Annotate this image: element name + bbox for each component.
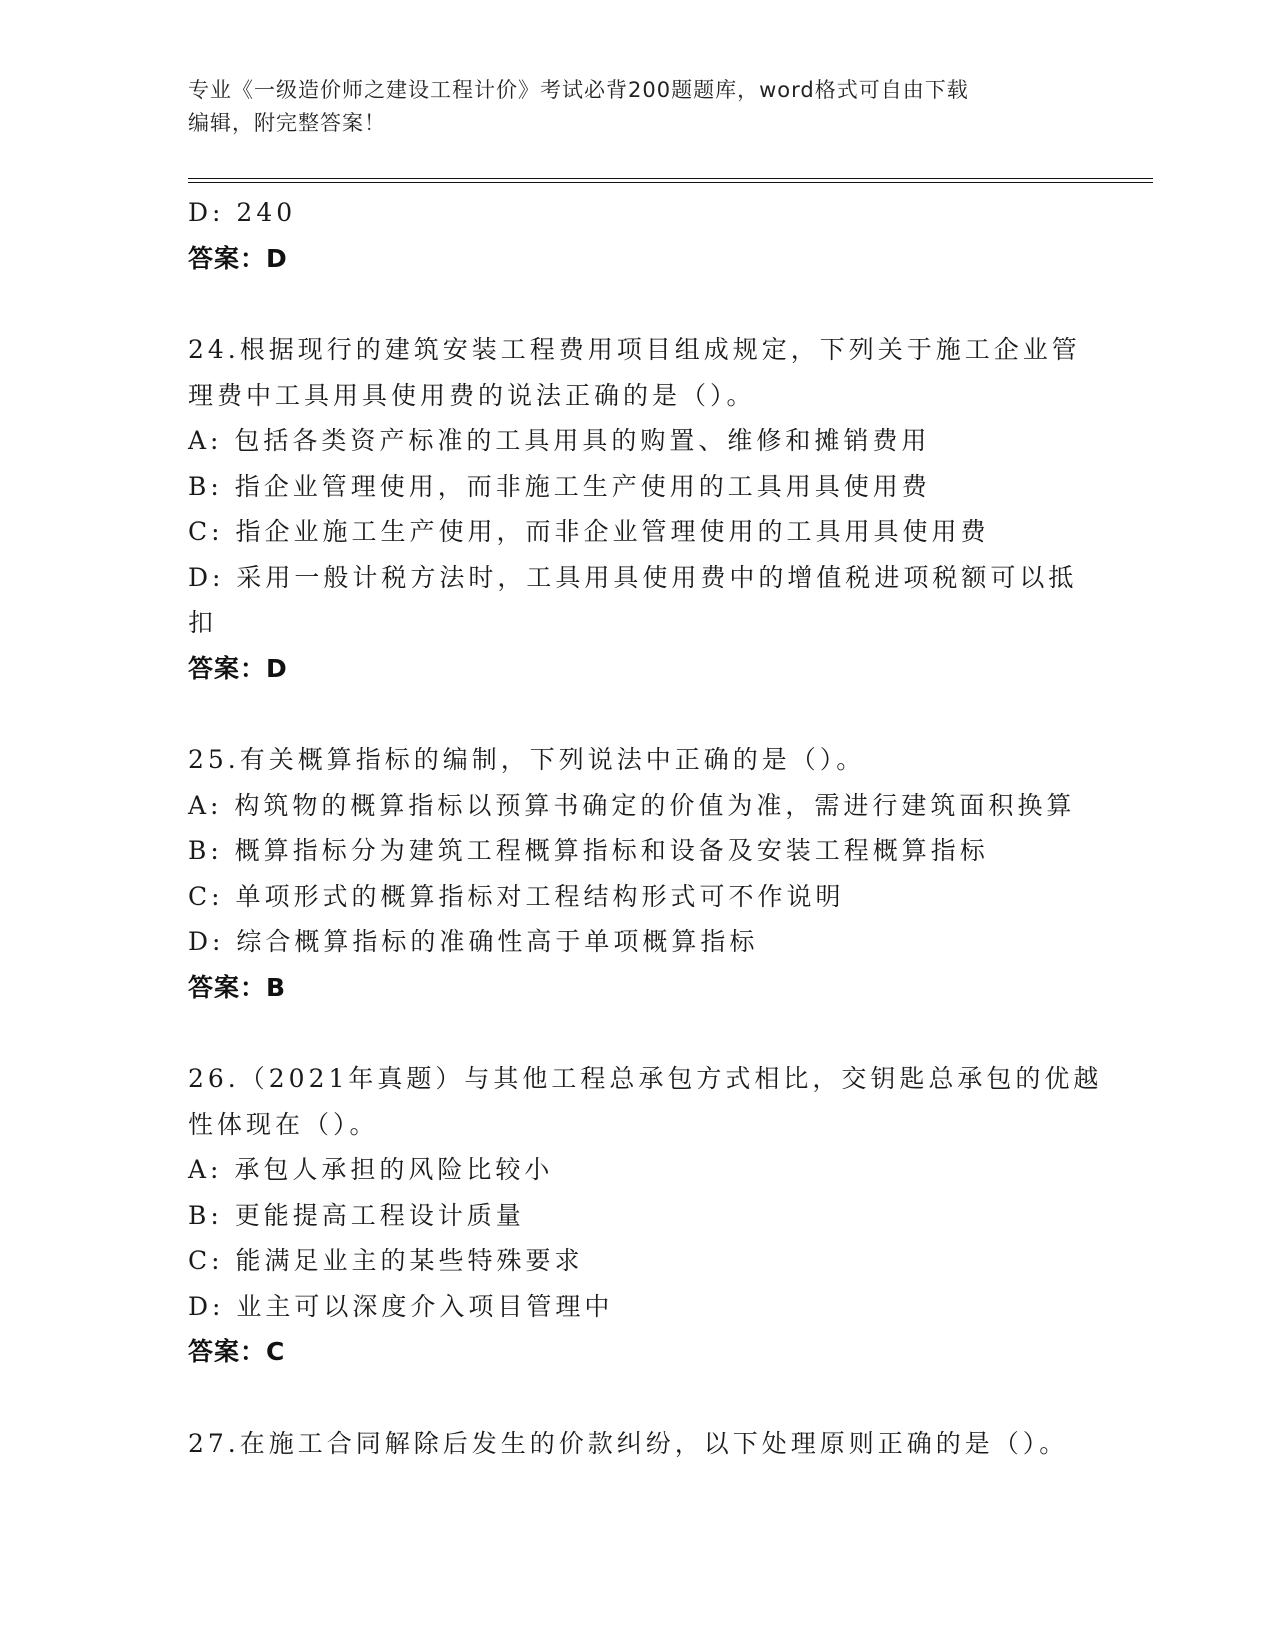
question-26 [188,1056,1103,1375]
question-stem-cont: 性体现在（）。 [188,1109,379,1139]
option-d: D: 240 [188,198,297,227]
answer-label: 答案：D [188,243,288,273]
header-divider-top [188,178,1153,179]
question-24 [188,327,1088,691]
header-divider-bottom [188,182,1153,183]
option-d: D: 业主可以深度介入项目管理中 [188,1291,614,1321]
answer-label: 答案：C [188,1337,286,1366]
option-a: A: 承包人承担的风险比较小 [188,1155,554,1184]
header-line-1: 专业《一级造价师之建设工程计价》考试必背200题题库，word格式可自由下载 [188,78,969,102]
option-d: D: 采用一般计税方法时，工具用具使用费中的增值税进项税额可以抵 [188,562,1078,592]
option-b: B: 概算指标分为建筑工程概算指标和设备及安装工程概算指标 [188,836,989,865]
document-header [188,74,1088,140]
question-27 [188,1421,1088,1467]
header-line-2: 编辑，附完整答案！ [188,111,386,135]
option-c: C: 指企业施工生产使用，而非企业管理使用的工具用具使用费 [188,517,990,546]
option-a: A: 包括各类资产标准的工具用具的购置、维修和摊销费用 [188,426,931,455]
option-d-cont: 扣 [188,608,218,637]
option-b: B: 指企业管理使用，而非施工生产使用的工具用具使用费 [188,471,931,501]
option-c: C: 能满足业主的某些特殊要求 [188,1246,584,1275]
question-stem: 25.有关概算指标的编制，下列说法中正确的是（）。 [188,745,866,774]
question-list [188,190,1103,1466]
option-d: D: 综合概算指标的准确性高于单项概算指标 [188,927,759,956]
option-c: C: 单项形式的概算指标对工程结构形式可不作说明 [188,881,845,911]
option-a: A: 构筑物的概算指标以预算书确定的价值为准，需进行建筑面积换算 [188,790,1076,820]
answer-label: 答案：B [188,972,287,1002]
question-23-tail [188,190,1088,281]
question-25 [188,737,1088,1010]
question-stem-cont: 理费中工具用具使用费的说法正确的是（）。 [188,380,756,410]
answer-label: 答案：D [188,653,288,683]
question-stem: 26.（2021年真题）与其他工程总承包方式相比，交钥匙总承包的优越 [188,1064,1103,1093]
question-stem: 24.根据现行的建筑安装工程费用项目组成规定，下列关于施工企业管 [188,335,1081,364]
option-b: B: 更能提高工程设计质量 [188,1200,525,1230]
question-stem: 27.在施工合同解除后发生的价款纠纷，以下处理原则正确的是（）。 [188,1428,1069,1458]
